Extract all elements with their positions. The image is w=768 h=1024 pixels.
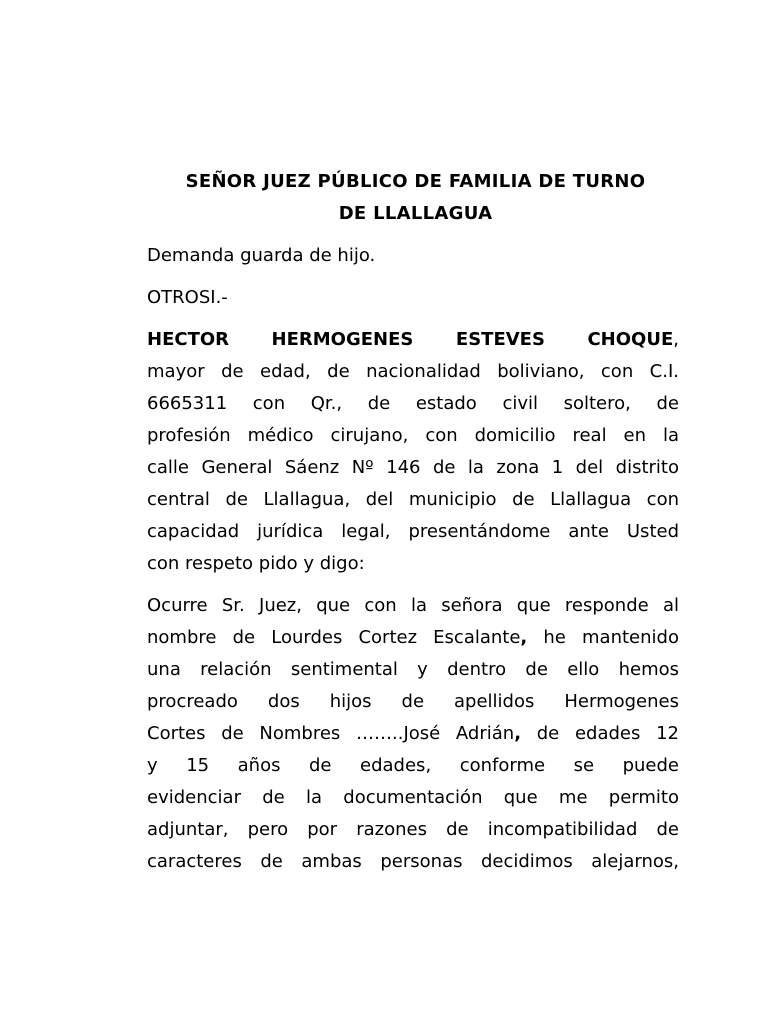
paragraph-facts: [147, 590, 679, 878]
paragraph-line: calle General Sáenz Nº 146 de la zona 1 del distrito: [147, 457, 679, 478]
paragraph-introduction: [147, 324, 679, 580]
document-page: [147, 166, 679, 878]
paragraph-line: profesión médico cirujano, con domicilio real en la: [147, 425, 679, 446]
plaintiff-name: HECTOR HERMOGENES ESTEVES CHOQUE: [147, 329, 674, 350]
subject-line: Demanda guarda de hijo.: [147, 245, 376, 266]
paragraph-line: evidenciar de la documentación que me permito: [147, 787, 679, 808]
document-heading: [152, 166, 679, 230]
otrosi-line: OTROSI.-: [147, 287, 228, 308]
heading-line-1: SEÑOR JUEZ PÚBLICO DE FAMILIA DE TURNO: [185, 171, 646, 192]
paragraph-line: adjuntar, pero por razones de incompatibilidad de: [147, 819, 679, 840]
paragraph-line: con respeto pido y digo:: [147, 553, 365, 574]
heading-line-2: DE LLALLAGUA: [338, 203, 493, 224]
paragraph-line: procreado dos hijos de apellidos Hermogenes: [147, 691, 679, 712]
paragraph-line: y 15 años de edades, conforme se puede: [147, 755, 679, 776]
name-comma: ,: [673, 329, 679, 350]
paragraph-line: Ocurre Sr. Juez, que con la señora que responde al: [147, 595, 679, 616]
paragraph-line: [147, 324, 679, 356]
paragraph-line: nombre de Lourdes Cortez Escalante, he mantenido: [147, 627, 679, 648]
paragraph-line: mayor de edad, de nacionalidad boliviano, con C.I.: [147, 361, 679, 382]
paragraph-line: capacidad jurídica legal, presentándome ante Usted: [147, 521, 679, 542]
paragraph-line: Cortes de Nombres ……..José Adrián, de edades 12: [147, 723, 679, 744]
paragraph-line: una relación sentimental y dentro de ello hemos: [147, 659, 679, 680]
paragraph-line: caracteres de ambas personas decidimos alejarnos,: [147, 851, 679, 872]
paragraph-line: 6665311 con Qr., de estado civil soltero, de: [147, 393, 679, 414]
paragraph-line: central de Llallagua, del municipio de Llallagua con: [147, 489, 679, 510]
